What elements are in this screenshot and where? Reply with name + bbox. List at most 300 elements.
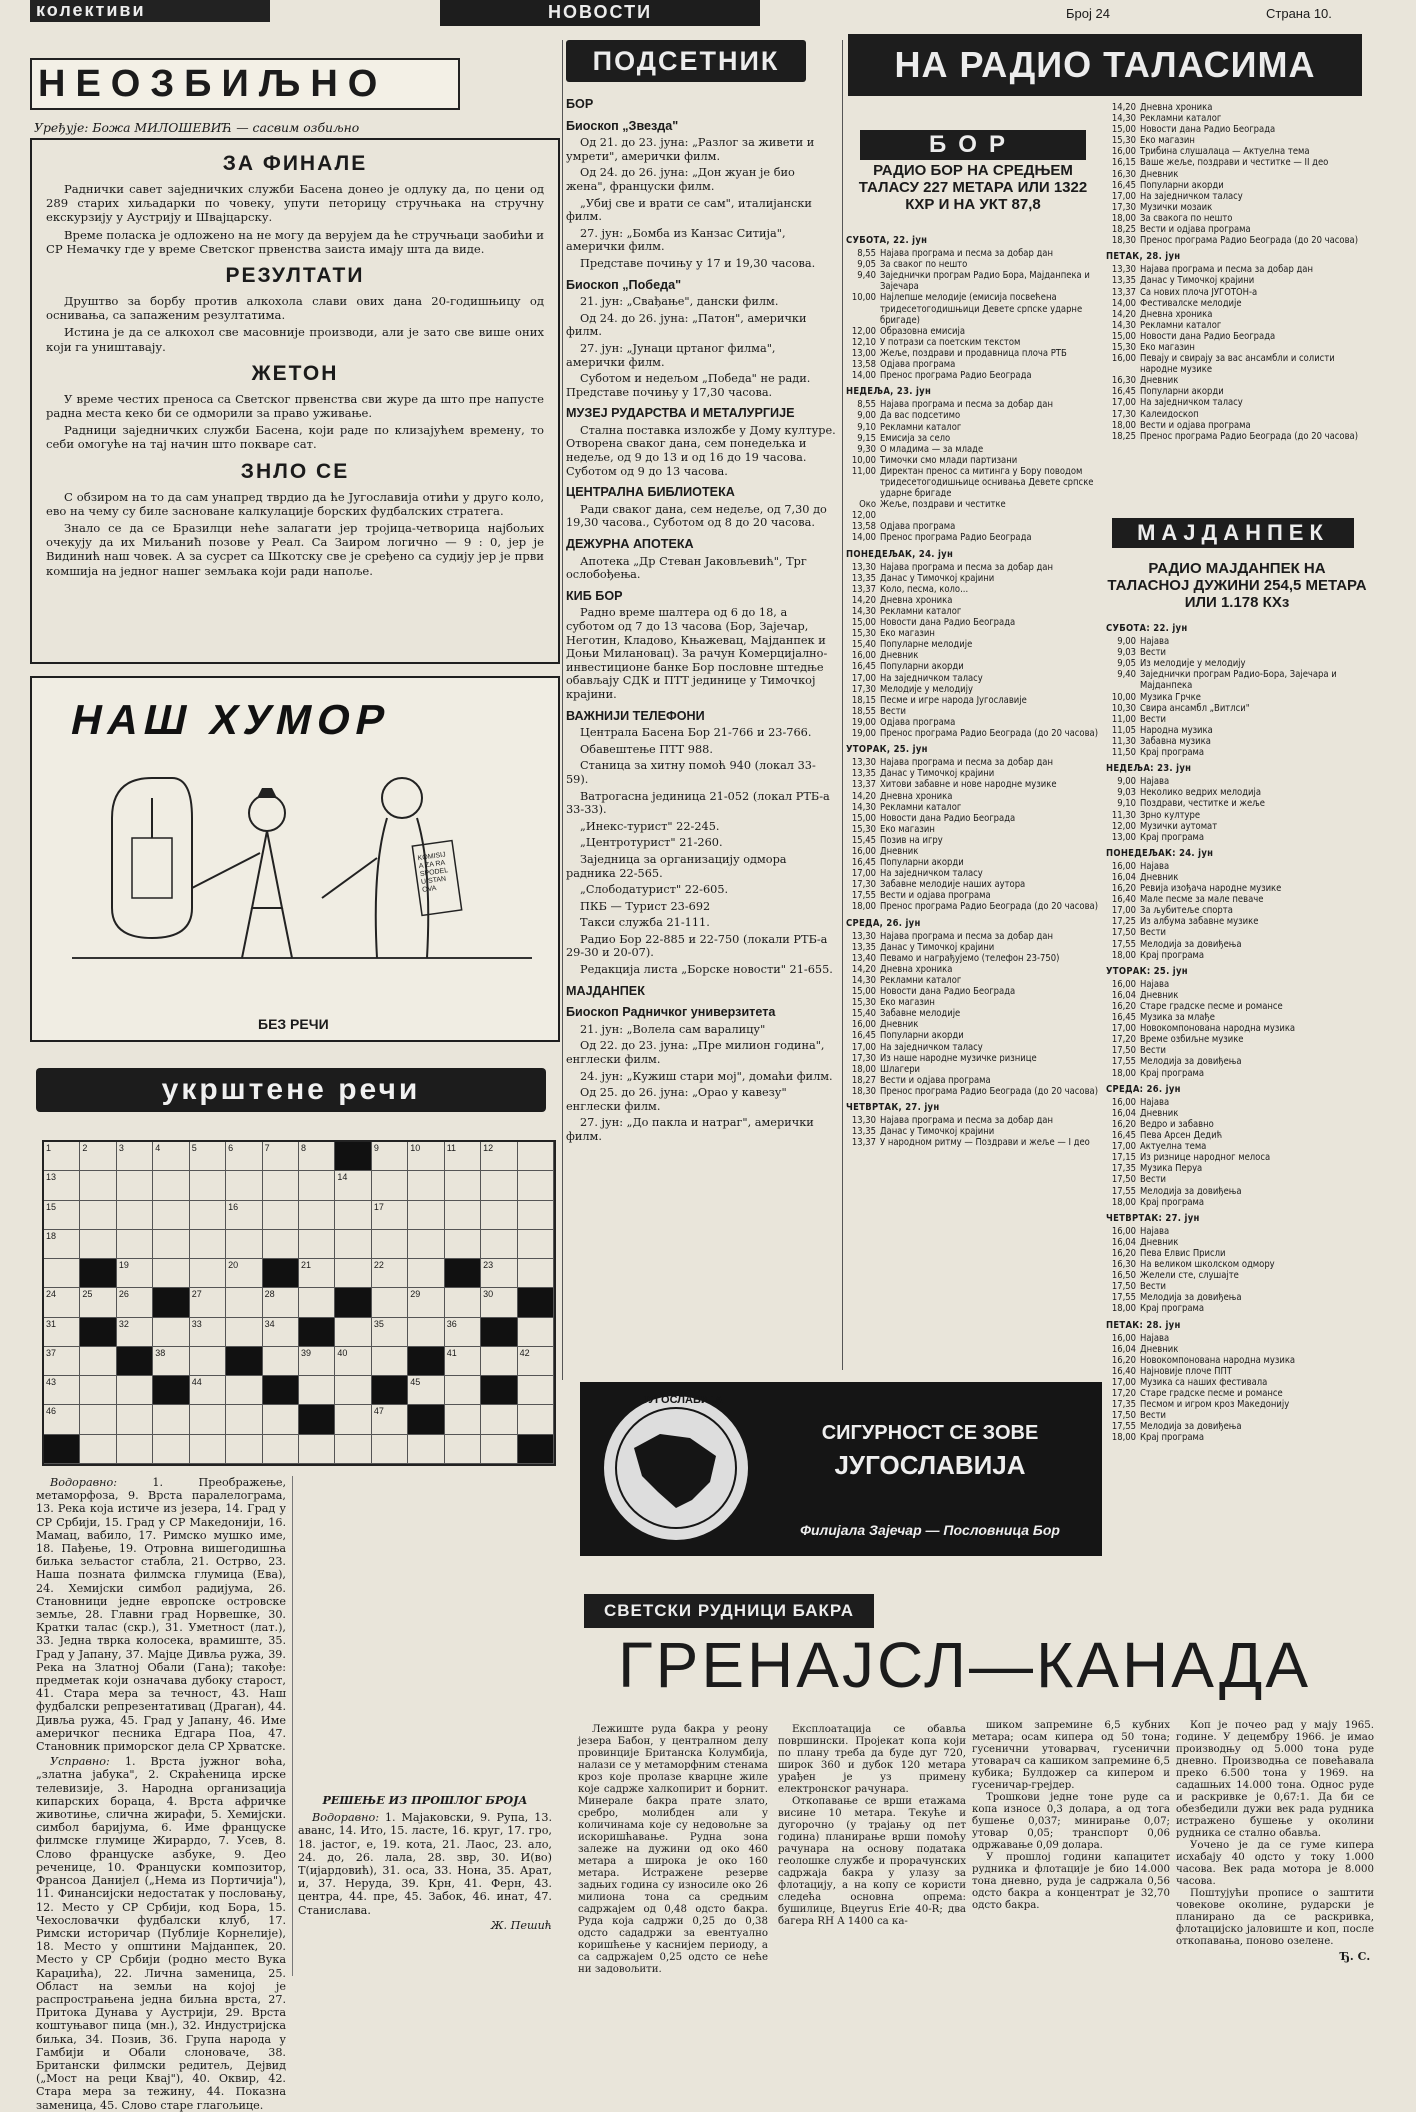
crossword-cell[interactable] [153,1230,189,1259]
program-show: Желели сте, слушајте [1140,1270,1239,1282]
crossword-black-cell [117,1347,153,1376]
crossword-black-cell [408,1405,444,1434]
program-row [1106,1303,1368,1314]
crossword-cell-number: 39 [300,1347,311,1358]
program-time: 14,30 [851,606,876,617]
program-row [846,1030,1100,1041]
crossword-cell[interactable] [263,1318,299,1347]
crossword-cell[interactable] [445,1142,481,1171]
section-heading: РЕЗУЛТАТИ [225,264,365,288]
crossword-cell[interactable] [299,1171,335,1200]
program-row [846,433,1100,444]
program-time: 15,00 [851,617,876,629]
crossword-black-cell [299,1405,335,1434]
program-day: СУБОТА: 22. јун [1106,623,1188,634]
crossword-cell[interactable] [44,1142,80,1171]
radio-majdanpek-column [1106,518,1368,1444]
crossword-cell[interactable] [372,1142,408,1171]
program-time: 10,00 [851,292,876,304]
crossword-cell[interactable] [445,1288,481,1317]
program-show: Еко магазин [1140,341,1195,353]
crossword-cell[interactable] [481,1171,517,1200]
crossword-cell[interactable] [190,1318,226,1347]
crossword-cell[interactable] [153,1201,189,1230]
program-time: 18,00 [1111,1067,1136,1079]
crossword-cell[interactable] [445,1230,481,1259]
program-row [1106,386,1368,397]
program-row [1106,1410,1368,1421]
article-paragraph: Коп је почео рад у мају 1965. године. У децембру 1966. је имао производњу од 5.000 тона руде дневно. Производња се повећавала преко 6.500 тона у 1969. на садашњих 14.000 тона. Однос руде и раскривке је 0,67:1. Да би се обезбедили дужи век рада рудника истражено бушење у околини рудника се стално обавља. [1176,1720,1374,1839]
crossword-cell[interactable] [445,1376,481,1405]
program-row [1106,1056,1368,1067]
section-paragraph: Време поласка је одложено на не могу да верујем да ће стручњаци заобићи и СР Немачку где у време Светског првенства заиста имају шта да виде. [46,227,544,256]
crossword-cell[interactable] [445,1405,481,1434]
crossword-cell[interactable] [408,1376,444,1405]
crossword-cell[interactable] [190,1347,226,1376]
crossword-cell[interactable] [335,1230,371,1259]
program-row [846,337,1100,348]
crossword-cell[interactable] [263,1142,299,1171]
program-show: Да вас подсетимо [880,410,961,422]
program-show: Из албума забавне музике [1140,916,1259,928]
humor-caption: БЕЗ РЕЧИ [258,1016,329,1032]
program-row [1106,113,1368,124]
crossword-cell[interactable] [372,1259,408,1288]
crossword-cell[interactable] [80,1376,116,1405]
crossword-cell[interactable] [80,1288,116,1317]
program-time: 14,00 [851,532,876,544]
program-row [1106,776,1368,787]
article-paragraph: Експлоатација се обавља површински. Пројекат копа који по плану треба да буде дуг 720, широк 360 и дубок 120 метара урађен је уз примену електронског рачунара. [778,1724,966,1795]
crossword-cell[interactable] [408,1230,444,1259]
mines-title: ГРЕНАЈСЛ—КАНАДА [618,1629,1312,1701]
crossword-cell[interactable] [153,1435,189,1464]
program-row [1106,213,1368,224]
crossword-cell[interactable] [408,1288,444,1317]
program-time: 16,04 [1111,1107,1136,1119]
crossword-cell[interactable] [226,1259,262,1288]
podsetnik-entry: Станица за хитну помоћ 940 (локал 33-59). [566,759,816,786]
crossword-cell-number: 17 [373,1201,384,1212]
crossword-cell[interactable] [226,1230,262,1259]
program-show: Дневна хроника [880,790,953,802]
program-show: Крај програма [1140,949,1205,961]
neozbiljno-title-text: НЕОЗБИЉНО [38,62,388,105]
program-row [1106,1355,1368,1366]
program-row [846,802,1100,813]
crossword-cell[interactable] [44,1347,80,1376]
program-show: Ведро и забавно [1140,1118,1214,1130]
crossword-cell-number: 1 [46,1143,52,1153]
crossword-cell[interactable] [408,1201,444,1230]
ad-logo-text: ЈУГОСЛАВИЈА [642,1394,723,1406]
program-show: Забавне мелодије [880,1008,961,1020]
crossword-cell[interactable] [153,1347,189,1376]
crossword-cell[interactable] [190,1405,226,1434]
crossword-cell[interactable] [299,1435,335,1464]
program-time: 12,00 [851,325,876,337]
program-show: Мелодија за довиђења [1140,1292,1242,1304]
article-paragraph: Трошкови једне тоне руде са копа износе 0,3 долара, а од тога бушење 0,037; минирање 0,07; утовар 0,05; транспорт 0,06 одржавање 0,09 долара. [972,1792,1170,1851]
program-row [1106,1197,1368,1208]
crossword-cell[interactable] [372,1405,408,1434]
program-show: Популарни акорди [880,1030,964,1042]
program-row [846,466,1100,499]
program-show: Рекламни каталог [1140,319,1222,331]
crossword-cell[interactable] [153,1405,189,1434]
crossword-cell-number: 4 [155,1143,161,1153]
program-row [846,931,1100,942]
crossword-cell[interactable] [190,1259,226,1288]
program-day: НЕДЕЉА: 23. јун [1106,763,1192,775]
program-time: 14,30 [1111,113,1136,125]
crossword-cell[interactable] [117,1259,153,1288]
mines-col-2 [778,1724,966,1928]
program-row [1106,135,1368,146]
program-time: 16,45 [851,1030,876,1042]
program-time: 17,00 [1111,1141,1136,1153]
program-time: 9,00 [1117,636,1136,648]
crossword-cell[interactable] [44,1318,80,1347]
program-show: Фестивалске мелодије [1140,297,1242,309]
crossword-cell[interactable] [44,1259,80,1288]
program-row [846,813,1100,824]
program-row [846,879,1100,890]
program-row [846,399,1100,410]
crossword-cell[interactable] [190,1288,226,1317]
crossword-cell[interactable] [372,1435,408,1464]
crossword-black-cell [263,1259,299,1288]
humor-cartoon [72,758,532,998]
crossword-cell[interactable] [80,1230,116,1259]
crossword-cell[interactable] [263,1171,299,1200]
program-show: Актуелна тема [1140,1141,1207,1153]
crossword-black-cell [153,1376,189,1405]
program-show: Коло, песма, коло... [880,583,969,595]
crossword-cell[interactable] [226,1318,262,1347]
crossword-cell[interactable] [335,1405,371,1434]
yugoslavia-map-logo-icon [598,1390,754,1546]
program-row [1106,342,1368,353]
crossword-cell-number: 5 [191,1143,197,1153]
radio-majdanpek-title: МАЈДАНПЕК [1112,518,1354,548]
program-row [1106,821,1368,832]
crossword-cell-number: 7 [264,1143,270,1153]
crossword-black-cell [299,1318,335,1347]
program-show: Шлагери [880,1063,921,1075]
crossword-cell[interactable] [408,1435,444,1464]
article-paragraph: шиком запремине 6,5 кубних метара; осам кипера од 50 тона; гусенични утоварвач, гусенични утоварач са кашиком запремине 6,5 кубика; Булдожер са кипером и гусеничар-грејдер. [972,1720,1170,1791]
program-show: На заједничком таласу [880,672,983,684]
crossword-cell[interactable] [335,1171,371,1200]
crossword-cell[interactable] [408,1171,444,1200]
crossword-cell[interactable] [226,1435,262,1464]
program-row [846,1086,1100,1097]
crossword-cell[interactable] [372,1171,408,1200]
program-row [846,573,1100,584]
program-show: Музика Грчке [1140,691,1201,703]
program-row [846,444,1100,455]
program-time: 16,45 [1111,1130,1136,1142]
crossword-cell[interactable] [335,1376,371,1405]
crossword-cell[interactable] [408,1318,444,1347]
podsetnik-entry: Заједница за организацију одмора радника 22-565. [566,852,787,880]
program-show: Најновије плоче ППТ [1140,1365,1232,1377]
crossword-cell[interactable] [481,1230,517,1259]
program-time: 18,30 [851,1085,876,1097]
crossword-cell[interactable] [518,1318,554,1347]
crossword-cell[interactable] [80,1405,116,1434]
crossword-cell[interactable] [226,1288,262,1317]
crossword-cell[interactable] [44,1288,80,1317]
podsetnik-entry: Од 21. до 23. јуна: „Разлог за живети и умрети", амерички филм. [566,136,815,163]
podsetnik-entry: Ради сваког дана, сем недеље, од 7,30 до 19,30 часова., Суботом од 8 до 20 часова. [566,502,827,530]
podsetnik-entry: Обавештење ПТТ 988. [580,742,713,756]
crossword-cell[interactable] [408,1259,444,1288]
program-day: СУБОТА, 22. јун [846,235,928,246]
crossword-cell[interactable] [117,1318,153,1347]
program-show: Дневник [1140,871,1179,883]
program-row [1106,1001,1368,1012]
crossword-cell[interactable] [44,1405,80,1434]
crossword-cell[interactable] [445,1318,481,1347]
program-show: Вести [1140,647,1167,659]
crossword-cell[interactable] [299,1201,335,1230]
program-row [1106,636,1368,647]
article-paragraph: Откопавање се врши етажама висине 10 метара. Текуће и дугорочно (у трајању од пет година) планирање врши помоћу рачунара на основу података геолошке службе и прорачунских садржаја бакра у улазу за флотацију, а на копу се користи следећа основна опрема: бушилице, Вцеуrus Erie 40-R; два багера RH A 1400 са ка- [778,1796,966,1927]
crossword-cell[interactable] [263,1347,299,1376]
program-row [846,728,1100,739]
crossword-cell[interactable] [117,1142,153,1171]
crossword-cell[interactable] [481,1142,517,1171]
crossword-title-bar [36,1068,546,1112]
crossword-cell[interactable] [481,1347,517,1376]
across-clues: 1. Преображење, метаморфоза, 9. Врста паралелограма, 13. Река која истиче из језера, 14. Град у СР Србији, 15. Град у СР Македонији, 16. Мамац, вабило, 17. Римско мушко име, 18. Пађење, 19. Отровна вишегодишња биљка зељастог стабла, 21. Острво, 23. Наша позната филмска глумица (Ева), 24. Хемијски симбол радијума, 26. Становници једне европске островске земље, 28. Главни град Норвешке, 30. Кратки талас (скр.), 31. Уметност (лат.), 33. Једна тврка колосека, врамиште, 35. Град у Јапану, 37. Мајце Дивља ружа, 39. Река на Златној Обали (Гана); такође: предметак који означава дубоку старост, 41. Стара мера за течност, 43. Наш фудбалски репрезентативац (Драган), 44. Дивља ружа, 45. Град у Јапану, 46. Име америчког песника Едгара Поа, 47. Становник приморског дела СР Хрватске. [36,1476,286,1754]
program-show: Најава програма и песма за добар дан [880,248,1053,260]
program-show: Музика са наших фестивала [1140,1377,1268,1388]
program-time: 13,35 [851,768,876,780]
crossword-cell[interactable] [372,1288,408,1317]
crossword-cell[interactable] [117,1435,153,1464]
program-time: 16,45 [1111,386,1136,398]
crossword-cell-number: 6 [228,1143,234,1153]
program-time: 16,20 [1111,1354,1136,1366]
program-time: 17,20 [1111,1034,1136,1046]
crossword-cell[interactable] [117,1171,153,1200]
program-time: 13,00 [851,347,876,359]
crossword-cell[interactable] [299,1142,335,1171]
program-row [1106,669,1368,691]
podsetnik-entry: 27. јун: „Јунаци цртаног филма", амерички филм. [566,341,776,369]
crossword-cell[interactable] [372,1201,408,1230]
crossword-cell[interactable] [335,1347,371,1376]
crossword-cell[interactable] [335,1435,371,1464]
program-time: 15,30 [1111,135,1136,147]
crossword-cell[interactable] [117,1230,153,1259]
crossword-cell[interactable] [481,1435,517,1464]
crossword-cell[interactable] [481,1201,517,1230]
crossword-cell[interactable] [263,1230,299,1259]
crossword-cell[interactable] [263,1288,299,1317]
crossword-cell[interactable] [263,1201,299,1230]
crossword-cell-number: 18 [46,1230,57,1241]
program-time: 13,37 [851,779,876,791]
crossword-cell[interactable] [481,1259,517,1288]
crossword-cell[interactable] [299,1259,335,1288]
crossword-cell[interactable] [518,1376,554,1405]
crossword-cell-number: 32 [118,1318,129,1329]
program-time: 17,35 [1111,1399,1136,1411]
crossword-cell[interactable] [445,1347,481,1376]
crossword-cell[interactable] [263,1435,299,1464]
crossword-cell[interactable] [372,1318,408,1347]
program-row [846,684,1100,695]
program-time: 13,37 [1111,286,1136,298]
crossword-cell[interactable] [445,1435,481,1464]
program-row [846,1137,1100,1148]
crossword-cell[interactable] [80,1435,116,1464]
crossword-cell[interactable] [153,1259,189,1288]
crossword-cell[interactable] [299,1376,335,1405]
article-paragraph: У прошлој години капацитет рудника и флотације је био 14.000 тона дневно, руда је садржала 0,56 одсто бакра а концентрат је 32,70 одсто бакра. [972,1852,1170,1911]
crossword-cell[interactable] [408,1142,444,1171]
program-show: Калеидоскоп [1140,408,1199,420]
crossword-cell[interactable] [80,1171,116,1200]
program-time: 17,25 [1111,916,1136,928]
top-strip [0,0,1416,28]
crossword-cell[interactable] [299,1288,335,1317]
solution-title: РЕШЕЊЕ ИЗ ПРОШЛОГ БРОЈА [322,1793,528,1807]
program-time: 16,00 [1111,1096,1136,1108]
crossword-cell[interactable] [518,1259,554,1288]
crossword-cell[interactable] [335,1318,371,1347]
crossword-cell[interactable] [372,1230,408,1259]
program-time: 10,30 [1111,702,1136,714]
crossword-cell[interactable] [226,1142,262,1171]
program-time: 18,00 [1111,1303,1136,1315]
crossword-section [30,1068,560,2112]
crossword-cell[interactable] [80,1347,116,1376]
crossword-cell[interactable] [263,1405,299,1434]
radio-bor-column [846,100,1100,1380]
crossword-cell[interactable] [481,1288,517,1317]
crossword-cell[interactable] [44,1201,80,1230]
program-row [1106,810,1368,821]
program-time: 11,05 [1111,724,1136,736]
crossword-cell[interactable] [80,1142,116,1171]
program-show: Пева Арсен Дедић [1140,1130,1223,1142]
masthead-center: НОВОСТИ [440,0,760,26]
program-time: 14,20 [851,790,876,802]
crossword-cell[interactable] [80,1201,116,1230]
crossword-cell[interactable] [518,1230,554,1259]
program-row [1106,169,1368,180]
program-row [1106,1399,1368,1410]
crossword-cell[interactable] [226,1405,262,1434]
program-show: Заједнички програм Радио-Бора, Зајечара и Мајданпека [1140,669,1337,692]
crossword-cell[interactable] [518,1142,554,1171]
solution-author: Ж. Пешић [490,1918,552,1932]
program-time: 17,55 [1111,938,1136,950]
crossword-cell[interactable] [117,1201,153,1230]
program-show: Из мелодије у мелодију [1140,658,1246,670]
crossword-cell[interactable] [117,1405,153,1434]
crossword-cell[interactable] [372,1347,408,1376]
program-show: Позив на игру [880,834,943,846]
crossword-cell[interactable] [153,1171,189,1200]
crossword-cell[interactable] [299,1347,335,1376]
program-time: 15,00 [851,986,876,998]
crossword-cell[interactable] [190,1201,226,1230]
crossword-cell[interactable] [335,1201,371,1230]
program-time: 15,40 [851,1008,876,1020]
program-time: 17,15 [1111,1152,1136,1164]
program-show: Еко магазин [1140,135,1195,147]
program-time: 18,00 [1111,1196,1136,1208]
crossword-grid[interactable] [42,1140,556,1466]
program-row [846,455,1100,466]
crossword-cell[interactable] [481,1405,517,1434]
program-row [846,521,1100,532]
program-day: ПЕТАК, 28. јун [1106,251,1181,263]
crossword-cell[interactable] [445,1201,481,1230]
crossword-cell[interactable] [226,1376,262,1405]
crossword-cell[interactable] [518,1347,554,1376]
crossword-cell[interactable] [190,1435,226,1464]
program-show: Популарни акорди [1140,179,1224,191]
crossword-cell[interactable] [117,1288,153,1317]
crossword-cell[interactable] [190,1171,226,1200]
crossword-black-cell [80,1259,116,1288]
program-row [846,1075,1100,1086]
program-time: 16,04 [1111,871,1136,883]
crossword-cell[interactable] [44,1376,80,1405]
program-row [1106,298,1368,309]
crossword-cell[interactable] [518,1171,554,1200]
crossword-cell[interactable] [190,1376,226,1405]
program-row [846,673,1100,684]
program-show: Рекламни каталог [880,606,962,617]
program-show: Новости дана Радио Београда [880,812,1016,824]
crossword-cell[interactable] [518,1201,554,1230]
program-row [846,779,1100,790]
program-show: Најава [1140,1225,1170,1237]
crossword-cell[interactable] [445,1171,481,1200]
crossword-cell[interactable] [335,1259,371,1288]
crossword-cell[interactable] [153,1142,189,1171]
crossword-cell[interactable] [518,1405,554,1434]
crossword-cell[interactable] [153,1318,189,1347]
program-row [846,499,1100,521]
crossword-cell[interactable] [299,1230,335,1259]
crossword-cell[interactable] [226,1201,262,1230]
program-show: Најава програма и песма за добар дан [1140,264,1313,276]
crossword-cell[interactable] [226,1171,262,1200]
crossword-cell[interactable] [190,1230,226,1259]
program-show: Дневна хроника [880,594,953,606]
crossword-cell[interactable] [190,1142,226,1171]
crossword-cell[interactable] [44,1230,80,1259]
program-row [1106,927,1368,938]
program-row [846,857,1100,868]
crossword-cell[interactable] [44,1171,80,1200]
program-show: Пренос програма Радио Београда (до 20 часова) [880,728,1098,740]
crossword-cell[interactable] [117,1376,153,1405]
program-row [1106,375,1368,386]
insurance-ad[interactable] [580,1382,1102,1556]
program-day: ПОНЕДЕЉАК, 24. јун [846,548,954,560]
radio-bor-schedule-cont [1106,102,1368,442]
